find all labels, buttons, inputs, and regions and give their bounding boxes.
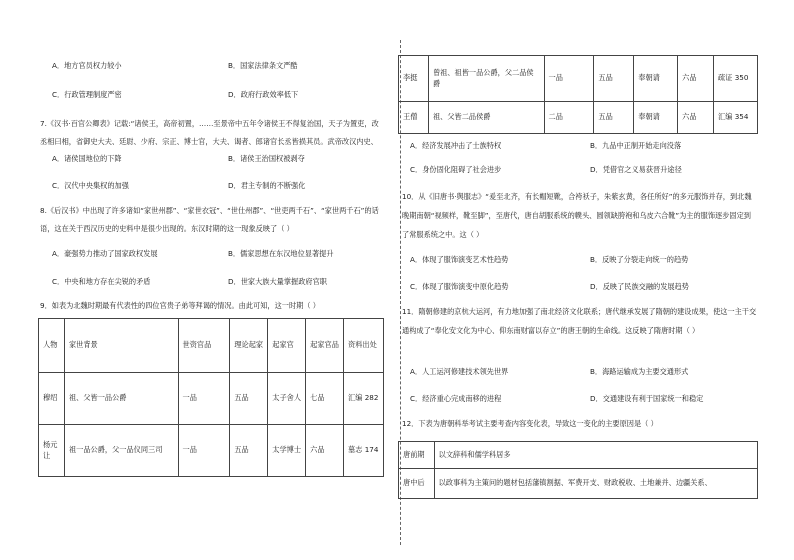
table-cell: 曾祖、祖皆一品公爵，父二品侯爵 bbox=[428, 56, 544, 102]
q8-option-d: D．世家大族大量掌握政府官职 bbox=[228, 277, 327, 286]
table-header-cell: 人物 bbox=[39, 319, 65, 373]
q12-table bbox=[398, 441, 758, 499]
q11-option-d: D．交通建设有利于国家统一和稳定 bbox=[590, 394, 704, 403]
q6-option-a: A．地方官员权力较小 bbox=[52, 61, 122, 70]
table-cell: 五品 bbox=[230, 373, 268, 425]
q7-option-b: B．诸侯王治国权被剥夺 bbox=[228, 154, 305, 163]
q10-option-a: A．体现了服饰演变艺术性趋势 bbox=[410, 255, 509, 264]
q12-stem: 12．下表为唐朝科举考试主要考查内容变化表，导致这一变化的主要原因是（ ） bbox=[402, 419, 658, 428]
table-cell: 太学博士 bbox=[268, 425, 306, 477]
table-cell: 李挺 bbox=[399, 56, 429, 102]
table-row bbox=[399, 442, 758, 469]
table-row bbox=[39, 373, 384, 425]
table-cell: 穆绍 bbox=[39, 373, 65, 425]
table-cell: 六品 bbox=[306, 425, 344, 477]
q9-option-d: D．凭借官之义易获晋升途径 bbox=[590, 165, 682, 174]
table-cell: 五品 bbox=[594, 102, 634, 134]
table-cell: 一品 bbox=[178, 425, 230, 477]
table-header-cell: 世资官品 bbox=[178, 319, 230, 373]
q8-option-a: A．豪强势力推动了国家政权发展 bbox=[52, 249, 158, 258]
q10-option-c: C．体现了服饰演变中原化趋势 bbox=[410, 282, 509, 291]
table-cell: 以政事科为主策问的题材包括藩镇割据、军费开支、财政税收、土地兼并、边疆关系、 bbox=[434, 469, 757, 499]
q11-stem: 11．隋朝修建的京杭大运河，有力地加强了南北经济文化联系；唐代继承发展了隋朝的建设成果，使这一主干交通构成了“奉化安文化为中心、仰东南财富以存立”的唐王朝的生命线。这反映了隋唐时期（ ） bbox=[402, 307, 757, 335]
q7-option-d: D．君主专制的不断强化 bbox=[228, 181, 306, 190]
table-row bbox=[39, 425, 384, 477]
q10-option-b: B．反映了分裂走向统一的趋势 bbox=[590, 255, 689, 264]
q9-option-a: A．经济发展冲击了士族特权 bbox=[410, 141, 502, 150]
q7-option-a: A．诸侯国地位的下降 bbox=[52, 154, 122, 163]
table-cell: 奉朝请 bbox=[634, 102, 678, 134]
table-cell: 杨元让 bbox=[39, 425, 65, 477]
q6-option-d: D．政府行政效率低下 bbox=[228, 90, 299, 99]
table-cell: 六品 bbox=[678, 102, 714, 134]
table-cell: 墓志 174 bbox=[344, 425, 384, 477]
table-cell: 汇编 354 bbox=[714, 102, 758, 134]
q9-table-part2 bbox=[398, 55, 758, 134]
table-cell: 王僧 bbox=[399, 102, 429, 134]
q8-stem: 8.《后汉书》中出现了许多诸如“家世州郡”、“家世衣冠”、“世仕州郡”、“世吏两千石”、“家世两千石”的话语，这在关于西汉历史的史料中是很少出现的。东汉时期的这一现象反映了（ ） bbox=[40, 206, 379, 233]
table-cell: 五品 bbox=[594, 56, 634, 102]
table-row bbox=[399, 469, 758, 499]
table-row bbox=[399, 56, 758, 102]
table-header-cell: 理论起家 bbox=[230, 319, 268, 373]
table-header-cell: 起家官 bbox=[268, 319, 306, 373]
q11-option-b: B．海路运输成为主要交通形式 bbox=[590, 367, 689, 376]
table-row bbox=[399, 102, 758, 134]
table-cell: 一品 bbox=[544, 56, 594, 102]
q8-option-b: B．儒家思想在东汉地位显著提升 bbox=[228, 249, 334, 258]
q6-option-c: C．行政管理制度严密 bbox=[52, 90, 122, 99]
table-cell: 以文辞科和儒学科居多 bbox=[434, 442, 757, 469]
q8-option-c: C．中央和地方存在尖锐的矛盾 bbox=[52, 277, 151, 286]
q9-option-b: B．九品中正制开始走向没落 bbox=[590, 141, 682, 150]
table-cell: 太子舍人 bbox=[268, 373, 306, 425]
table-header-cell: 资料出处 bbox=[344, 319, 384, 373]
table-cell: 祖一品公爵，父一品仪同三司 bbox=[64, 425, 178, 477]
table-cell: 唐前期 bbox=[399, 442, 435, 469]
table-cell: 汇编 282 bbox=[344, 373, 384, 425]
q11-option-c: C．经济重心完成南移的进程 bbox=[410, 394, 502, 403]
table-cell: 六品 bbox=[678, 56, 714, 102]
q10-option-d: D．反映了民族交融的发展趋势 bbox=[590, 282, 689, 291]
table-header-row bbox=[39, 319, 384, 373]
table-cell: 祖、父皆二品侯爵 bbox=[428, 102, 544, 134]
table-cell: 一品 bbox=[178, 373, 230, 425]
table-cell: 五品 bbox=[230, 425, 268, 477]
table-cell: 疏证 350 bbox=[714, 56, 758, 102]
q9-option-c: C．身份固化阻碍了社会进步 bbox=[410, 165, 502, 174]
table-header-cell: 起家官品 bbox=[306, 319, 344, 373]
table-cell: 二品 bbox=[544, 102, 594, 134]
q10-stem: 10．从《旧唐书·舆服志》“爰至北齐，有长帽短靴，合袴袄子，朱紫玄黄，各任所好”的多元服饰并存，到北魏晚期南朝“视频样，靴至脚”，至唐代，唐自胡服系统的幞头、圆领缺胯袍和乌皮六合靴”为主的服饰逐步固定到了常服系统之中。这（ ） bbox=[402, 192, 752, 239]
table-cell: 七品 bbox=[306, 373, 344, 425]
table-cell: 祖、父皆一品公爵 bbox=[64, 373, 178, 425]
q7-option-c: C．汉代中央集权的加强 bbox=[52, 181, 129, 190]
table-header-cell: 家世背景 bbox=[64, 319, 178, 373]
table-cell: 唐中后 bbox=[399, 469, 435, 499]
q7-stem: 7.《汉书·百官公卿表》记载:“诸侯王，高帝初置，……至景帝中五年令诸侯王不得复治国，天子为置吏，改丞相曰相，省御史大夫、廷尉、少府、宗正、博士官，大夫、谒者、郎诸官长丞皆损其员。武帝改汉内史、 bbox=[40, 119, 379, 146]
q6-option-b: B．国家法律条文严酷 bbox=[228, 61, 298, 70]
table-cell: 奉朝请 bbox=[634, 56, 678, 102]
q11-option-a: A．人工运河修建技术领先世界 bbox=[410, 367, 509, 376]
q9-stem: 9．如表为北魏时期最有代表性的四位官贵子弟等拜谒的情况。由此可知，这一时期（ ） bbox=[40, 301, 320, 310]
q9-table-part1 bbox=[38, 318, 384, 477]
